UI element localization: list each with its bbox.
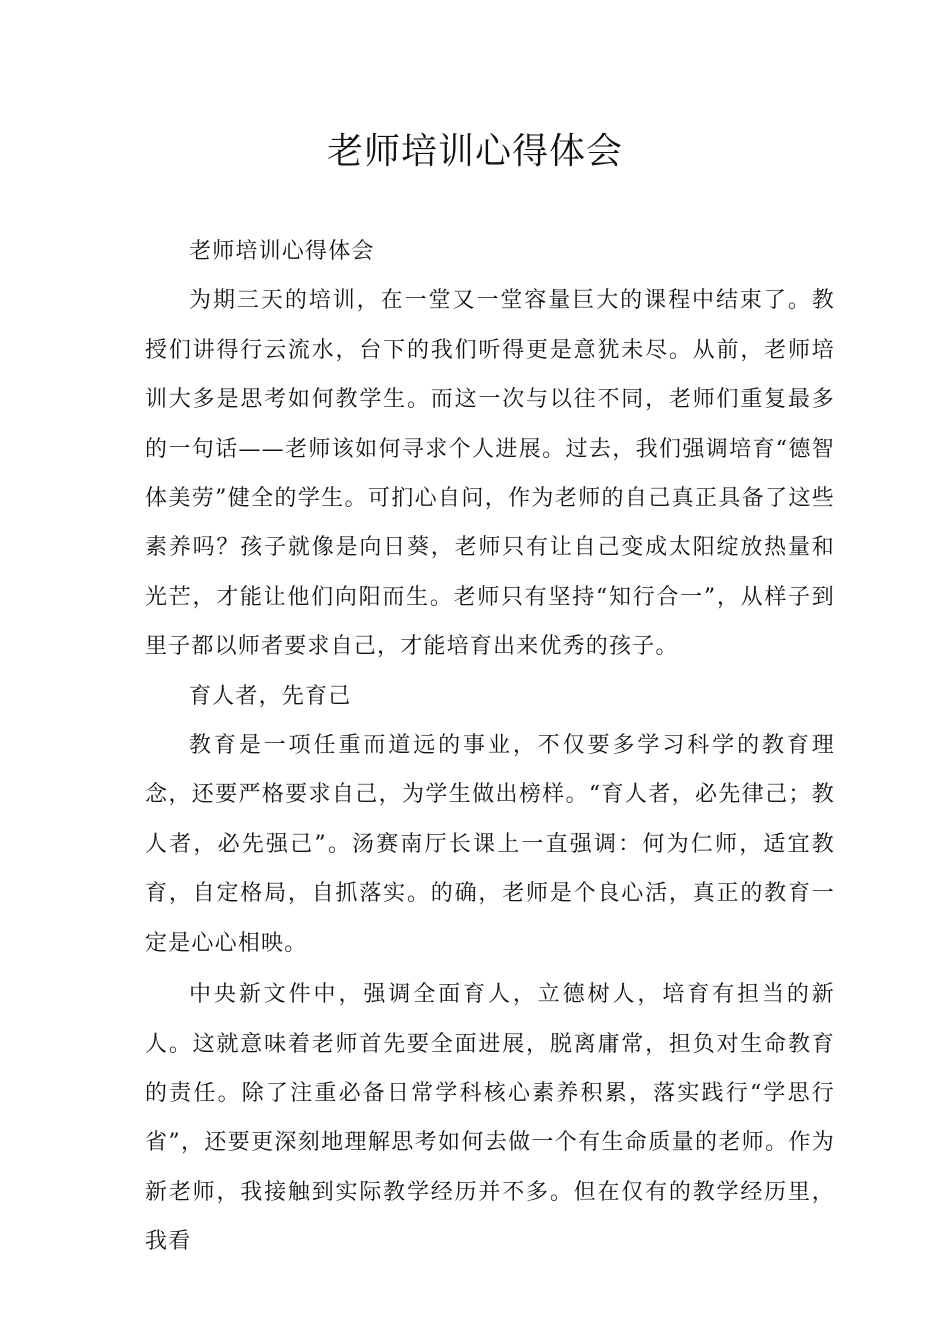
document-title: 老师培训心得体会 xyxy=(326,131,623,172)
paragraph-subtitle: 老师培训心得体会 xyxy=(189,239,375,264)
document-body xyxy=(145,227,835,1267)
paragraph-intro: 为期三天的培训，在一堂又一堂容量巨大的课程中结束了。教授们讲得行云流水，台下的我们听得更是意犹未尽。从前，老师培训大多是思考如何教学生。而这一次与以往不同，老师们重复最多的一句话——老师该如何寻求个人进展。过去，我们强调培育“德智体美劳”健全的学生。可扪心自问，作为老师的自己真正具备了这些素养吗？孩子就像是向日葵，老师只有让自己变成太阳绽放热量和光芒，才能让他们向阳而生。老师只有坚持“知行合一”，从样子到里子都以师者要求自己，才能培育出来优秀的孩子。 xyxy=(145,288,835,660)
paragraph-central-document: 中央新文件中，强调全面育人，立德树人，培育有担当的新人。这就意味着老师首先要全面进展，脱离庸常，担负对生命教育的责任。除了注重必备日常学科核心素养积累，落实践行“学思行省”，还要更深刻地理解思考如何去做一个有生命质量的老师。作为新老师，我接触到实际教学经历并不多。但在仅有的教学经历里，我看 xyxy=(145,982,835,1255)
paragraph-heading: 育人者，先育己 xyxy=(189,683,352,709)
paragraph-education: 教育是一项任重而道远的事业，不仅要多学习科学的教育理念，还要严格要求自己，为学生做出榜样。“育人者，必先律己；教人者，必先强己”。汤赛南厅长课上一直强调：何为仁师，适宜教育，自定格局，自抓落实。的确，老师是个良心活，真正的教育一定是心心相映。 xyxy=(145,733,835,956)
